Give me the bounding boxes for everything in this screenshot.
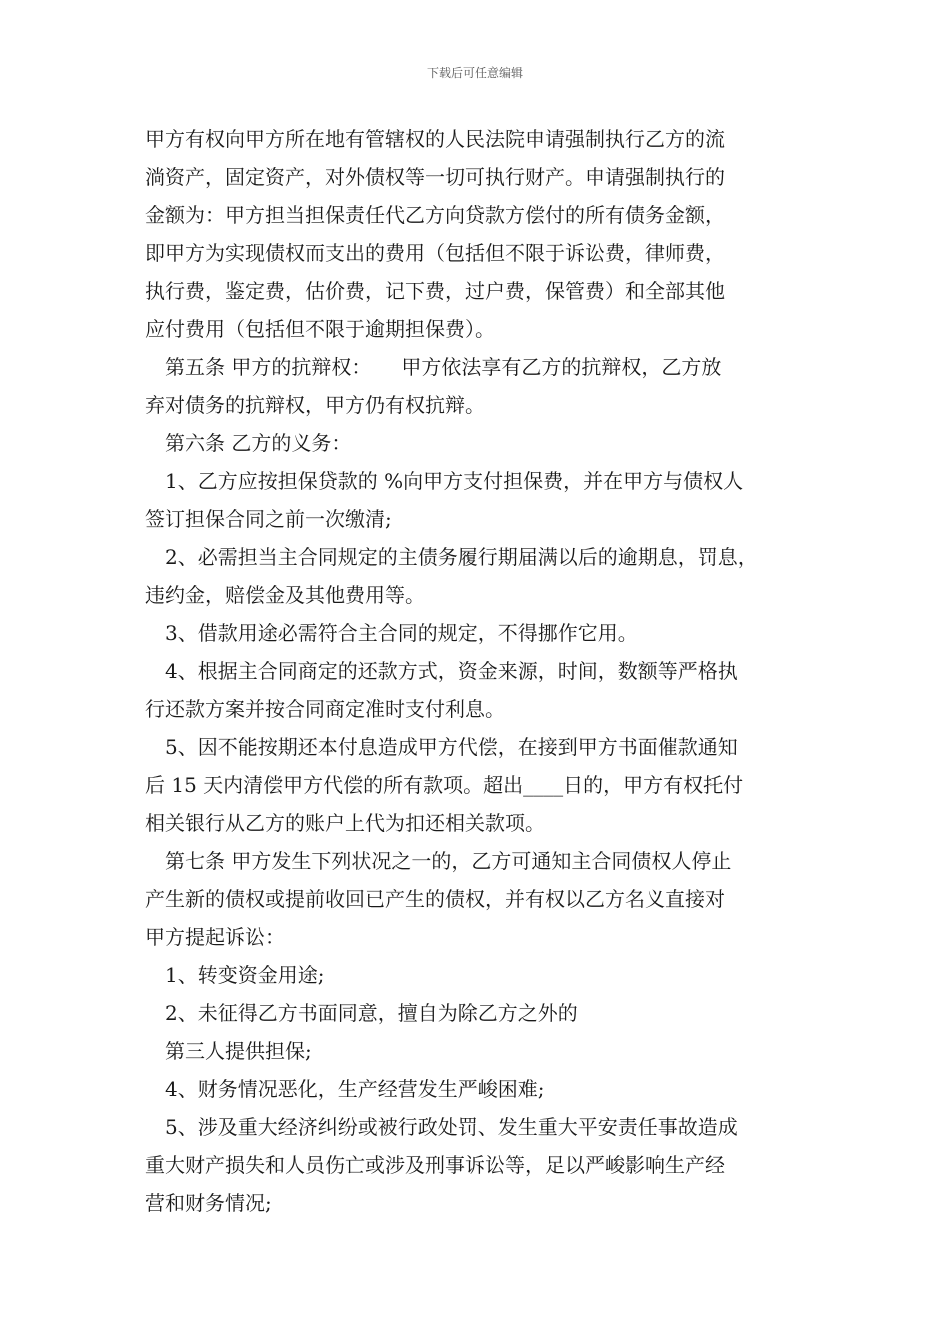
text-line: 行还款方案并按合同商定准时支付利息。 — [145, 697, 505, 721]
text-line: 1、转变资金用途; — [165, 963, 325, 987]
text-line: 2、未征得乙方书面同意，擅自为除乙方之外的 — [165, 1001, 578, 1025]
text-line: 甲方有权向甲方所在地有管辖权的人民法院申请强制执行乙方的流 — [145, 127, 725, 151]
text-line: 3、借款用途必需符合主合同的规定，不得挪作它用。 — [165, 621, 638, 645]
text-line: 违约金，赔偿金及其他费用等。 — [145, 583, 425, 607]
text-line: 执行费，鉴定费，估价费，记下费，过户费，保管费）和全部其他 — [145, 279, 725, 303]
text-line: 1、乙方应按担保贷款的 %向甲方支付担保费，并在甲方与债权人 — [165, 469, 744, 493]
text-line: 4、财务情况恶化，生产经营发生严峻困难; — [165, 1077, 545, 1101]
text-line: 2、必需担当主合同规定的主债务履行期届满以后的逾期息，罚息， — [165, 545, 758, 569]
text-line: 5、因不能按期还本付息造成甲方代偿，在接到甲方书面催款通知 — [165, 735, 738, 759]
text-line: 即甲方为实现债权而支出的费用（包括但不限于诉讼费，律师费， — [145, 241, 725, 265]
text-line: 第五条 甲方的抗辩权： 甲方依法享有乙方的抗辩权，乙方放 — [165, 355, 722, 379]
text-line: 相关银行从乙方的账户上代为扣还相关款项。 — [145, 811, 545, 835]
text-line: 应付费用（包括但不限于逾期担保费）。 — [145, 317, 495, 341]
text-line: 4、根据主合同商定的还款方式，资金来源，时间，数额等严格执 — [165, 659, 738, 683]
document-body — [145, 120, 815, 1222]
text-line: 淌资产，固定资产，对外债权等一切可执行财产。申请强制执行的 — [145, 165, 725, 189]
text-line: 第七条 甲方发生下列状况之一的，乙方可通知主合同债权人停止 — [165, 849, 732, 873]
page-header: 下载后可任意编辑 — [426, 66, 523, 80]
text-line: 签订担保合同之前一次缴清; — [145, 507, 392, 531]
text-line: 甲方提起诉讼： — [145, 925, 285, 949]
text-line: 重大财产损失和人员伤亡或涉及刑事诉讼等，足以严峻影响生产经 — [145, 1153, 725, 1177]
text-line: 产生新的债权或提前收回已产生的债权，并有权以乙方名义直接对 — [145, 887, 725, 911]
text-line: 弃对债务的抗辩权，甲方仍有权抗辩。 — [145, 393, 485, 417]
text-line: 金额为：甲方担当担保责任代乙方向贷款方偿付的所有债务金额， — [145, 203, 725, 227]
text-line: 营和财务情况; — [145, 1191, 272, 1215]
text-line: 第三人提供担保; — [165, 1039, 312, 1063]
text-line: 后 15 天内清偿甲方代偿的所有款项。超出____日的，甲方有权托付 — [145, 773, 744, 797]
text-line: 第六条 乙方的义务： — [165, 431, 352, 455]
text-line: 5、涉及重大经济纠纷或被行政处罚、发生重大平安责任事故造成 — [165, 1115, 738, 1139]
